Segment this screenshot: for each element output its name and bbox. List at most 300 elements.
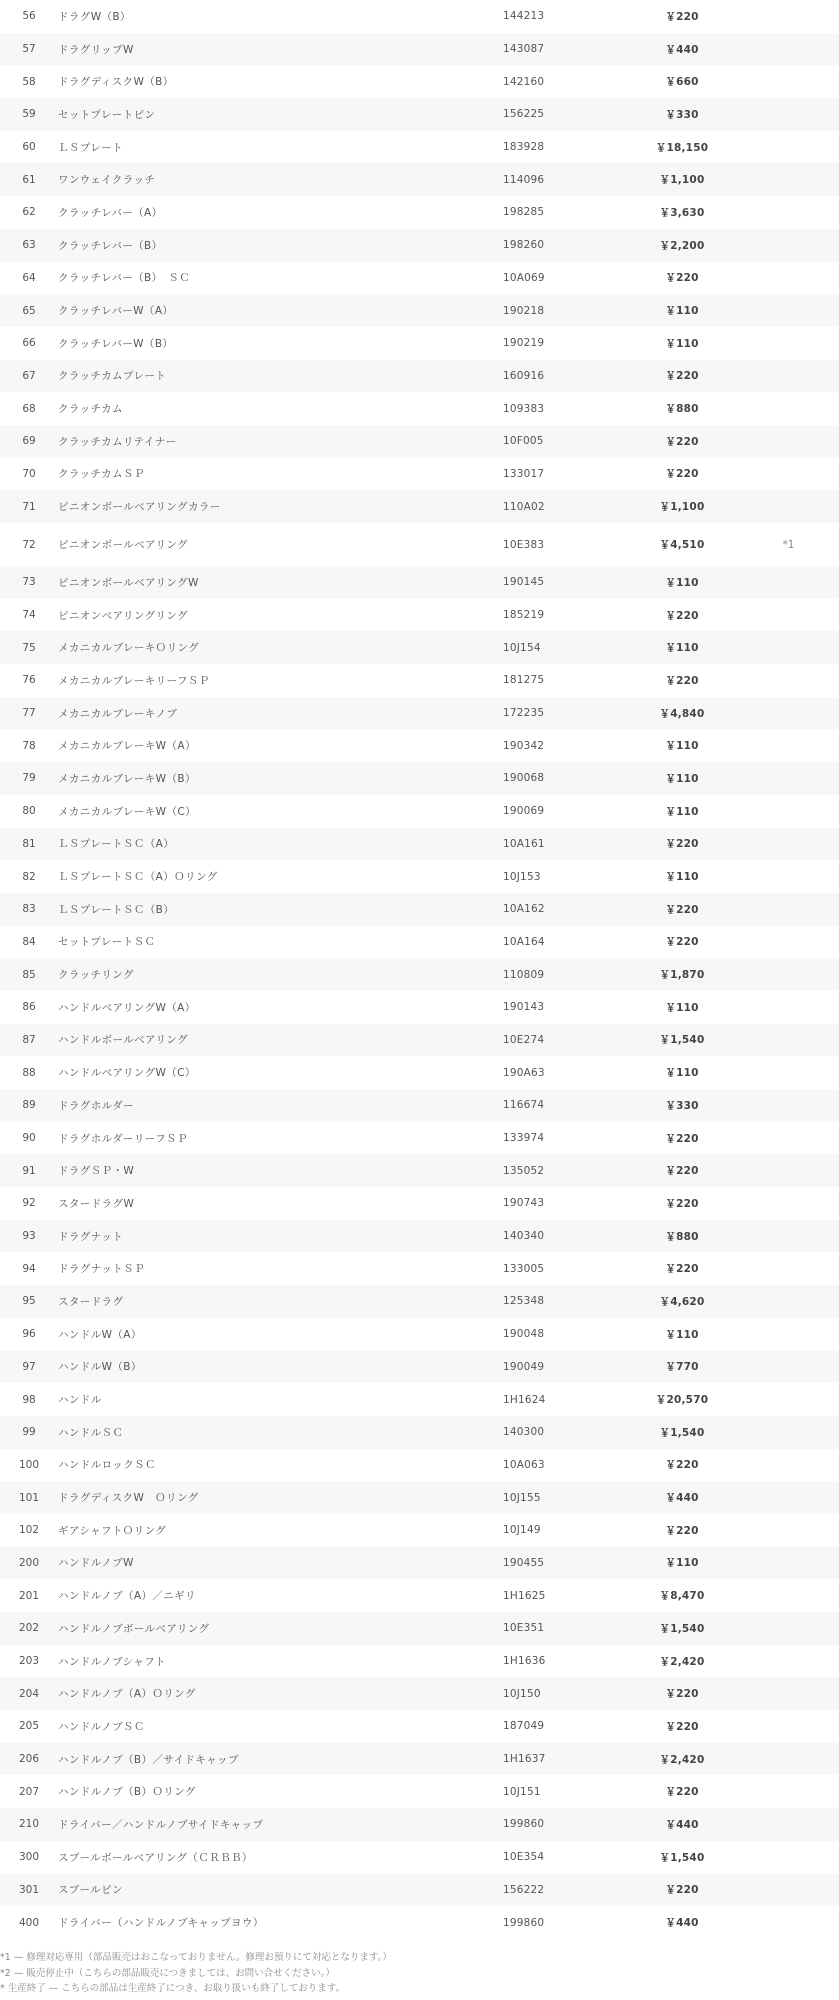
part-price: ￥220: [626, 0, 738, 33]
part-number: 63: [0, 229, 58, 262]
part-number: 83: [0, 893, 58, 926]
part-note: [738, 1351, 839, 1384]
part-price: ￥220: [626, 1449, 738, 1482]
part-code: 140340: [503, 1220, 626, 1253]
part-number: 92: [0, 1187, 58, 1220]
part-note: [738, 360, 839, 393]
part-price: ￥220: [626, 262, 738, 295]
part-note: [738, 795, 839, 828]
part-note: [738, 1089, 839, 1122]
part-number: 66: [0, 327, 58, 360]
table-row: [0, 1645, 839, 1678]
part-number: 300: [0, 1841, 58, 1874]
part-number: 201: [0, 1579, 58, 1612]
part-price: ￥220: [626, 599, 738, 632]
part-name: ドラグディスクW Ｏリング: [58, 1481, 503, 1514]
table-row: [0, 991, 839, 1024]
part-price: ￥18,150: [626, 131, 738, 164]
part-number: 86: [0, 991, 58, 1024]
part-number: 98: [0, 1383, 58, 1416]
part-number: 56: [0, 0, 58, 33]
table-row: [0, 1710, 839, 1743]
table-row: [0, 360, 839, 393]
part-name: ワンウェイクラッチ: [58, 163, 503, 196]
part-price: ￥220: [626, 1710, 738, 1743]
part-name: ハンドルボールベアリング: [58, 1024, 503, 1057]
part-price: ￥220: [626, 664, 738, 697]
part-code: 143087: [503, 33, 626, 66]
part-name: ドラグＳＰ・W: [58, 1154, 503, 1187]
part-note: [738, 762, 839, 795]
part-code: 10F005: [503, 425, 626, 458]
part-name: ドラグリップW: [58, 33, 503, 66]
table-row: [0, 523, 839, 566]
part-name: ピニオンベアリングリング: [58, 599, 503, 632]
table-row: [0, 262, 839, 295]
table-row: [0, 828, 839, 861]
part-code: 140300: [503, 1416, 626, 1449]
table-row: [0, 1187, 839, 1220]
part-code: 199860: [503, 1808, 626, 1841]
part-note: [738, 1318, 839, 1351]
part-code: 135052: [503, 1154, 626, 1187]
part-name: スタードラグW: [58, 1187, 503, 1220]
part-code: 10J150: [503, 1677, 626, 1710]
part-price: ￥440: [626, 33, 738, 66]
part-note: [738, 1710, 839, 1743]
part-name: スプールボールベアリング（ＣＲＢＢ）: [58, 1841, 503, 1874]
part-price: ￥110: [626, 631, 738, 664]
part-code: 1H1636: [503, 1645, 626, 1678]
part-number: 65: [0, 294, 58, 327]
part-note: [738, 1122, 839, 1155]
table-row: [0, 860, 839, 893]
part-code: 1H1624: [503, 1383, 626, 1416]
part-name: ドラグナットＳＰ: [58, 1252, 503, 1285]
table-row: [0, 664, 839, 697]
part-code: 190069: [503, 795, 626, 828]
table-row: [0, 1874, 839, 1907]
part-number: 100: [0, 1449, 58, 1482]
part-note: [738, 1612, 839, 1645]
part-code: 190218: [503, 294, 626, 327]
part-note: [738, 1514, 839, 1547]
table-row: [0, 490, 839, 523]
part-note: [738, 196, 839, 229]
part-price: ￥110: [626, 566, 738, 599]
part-price: ￥220: [626, 1252, 738, 1285]
table-row: [0, 1612, 839, 1645]
part-note: [738, 1056, 839, 1089]
part-number: 70: [0, 458, 58, 491]
part-name: クラッチレバー（A）: [58, 196, 503, 229]
part-price: ￥110: [626, 762, 738, 795]
part-code: 10J154: [503, 631, 626, 664]
part-code: 190143: [503, 991, 626, 1024]
table-row: [0, 0, 839, 33]
part-number: 96: [0, 1318, 58, 1351]
part-note: [738, 294, 839, 327]
part-code: 10E383: [503, 523, 626, 566]
part-note: [738, 1743, 839, 1776]
table-row: [0, 1220, 839, 1253]
part-price: ￥110: [626, 795, 738, 828]
part-number: 89: [0, 1089, 58, 1122]
part-price: ￥110: [626, 1547, 738, 1580]
part-code: 10A063: [503, 1449, 626, 1482]
part-price: ￥1,540: [626, 1416, 738, 1449]
part-name: クラッチカムプレート: [58, 360, 503, 393]
part-price: ￥440: [626, 1808, 738, 1841]
table-row: [0, 1089, 839, 1122]
part-price: ￥2,420: [626, 1743, 738, 1776]
part-number: 210: [0, 1808, 58, 1841]
part-code: 185219: [503, 599, 626, 632]
part-number: 97: [0, 1351, 58, 1384]
part-code: 10J151: [503, 1775, 626, 1808]
part-name: ＬＳプレートＳＣ（A）: [58, 828, 503, 861]
table-row: [0, 1416, 839, 1449]
part-number: 76: [0, 664, 58, 697]
part-number: 207: [0, 1775, 58, 1808]
part-note: [738, 262, 839, 295]
part-note: [738, 1547, 839, 1580]
table-row: [0, 599, 839, 632]
part-code: 133974: [503, 1122, 626, 1155]
part-code: 133005: [503, 1252, 626, 1285]
part-code: 183928: [503, 131, 626, 164]
part-name: ハンドルノブW: [58, 1547, 503, 1580]
part-code: 10E351: [503, 1612, 626, 1645]
part-name: ハンドルノブ（B）／サイドキャップ: [58, 1743, 503, 1776]
part-code: 181275: [503, 664, 626, 697]
part-code: 172235: [503, 697, 626, 730]
table-row: [0, 1285, 839, 1318]
part-price: ￥110: [626, 294, 738, 327]
part-price: ￥1,100: [626, 490, 738, 523]
part-name: クラッチカムリテイナー: [58, 425, 503, 458]
part-name: ハンドルノブシャフト: [58, 1645, 503, 1678]
part-code: 190743: [503, 1187, 626, 1220]
part-note: [738, 1841, 839, 1874]
table-row: [0, 1481, 839, 1514]
part-number: 71: [0, 490, 58, 523]
part-name: クラッチレバーW（A）: [58, 294, 503, 327]
part-name: ドラグホルダーリーフＳＰ: [58, 1122, 503, 1155]
part-price: ￥220: [626, 1775, 738, 1808]
part-name: メカニカルブレーキW（B）: [58, 762, 503, 795]
part-name: ドライバー／ハンドルノブサイドキャップ: [58, 1808, 503, 1841]
part-number: 74: [0, 599, 58, 632]
table-row: [0, 425, 839, 458]
part-price: ￥1,540: [626, 1024, 738, 1057]
part-name: クラッチカム: [58, 392, 503, 425]
table-row: [0, 1154, 839, 1187]
part-code: 190145: [503, 566, 626, 599]
part-code: 156222: [503, 1874, 626, 1907]
part-number: 59: [0, 98, 58, 131]
part-code: 109383: [503, 392, 626, 425]
part-note: [738, 1808, 839, 1841]
part-note: [738, 98, 839, 131]
part-note: [738, 697, 839, 730]
table-row: [0, 1775, 839, 1808]
part-price: ￥110: [626, 991, 738, 1024]
part-code: 116674: [503, 1089, 626, 1122]
part-note: [738, 1775, 839, 1808]
part-code: 114096: [503, 163, 626, 196]
part-code: 10A069: [503, 262, 626, 295]
part-number: 95: [0, 1285, 58, 1318]
part-price: ￥220: [626, 1874, 738, 1907]
part-price: ￥4,620: [626, 1285, 738, 1318]
table-row: [0, 1579, 839, 1612]
part-name: ピニオンボールベアリングW: [58, 566, 503, 599]
part-name: ハンドルW（A）: [58, 1318, 503, 1351]
part-note: [738, 991, 839, 1024]
part-name: メカニカルブレーキリーフＳＰ: [58, 664, 503, 697]
part-note: [738, 0, 839, 33]
table-row: [0, 1056, 839, 1089]
part-price: ￥440: [626, 1906, 738, 1939]
table-row: [0, 1743, 839, 1776]
part-name: ＬＳプレート: [58, 131, 503, 164]
part-name: クラッチリング: [58, 958, 503, 991]
part-note: [738, 327, 839, 360]
part-number: 77: [0, 697, 58, 730]
part-price: ￥110: [626, 327, 738, 360]
part-name: ハンドルロックＳＣ: [58, 1449, 503, 1482]
part-note: [738, 1906, 839, 1939]
part-price: ￥110: [626, 1318, 738, 1351]
part-price: ￥8,470: [626, 1579, 738, 1612]
part-note: [738, 958, 839, 991]
part-name: スタードラグ: [58, 1285, 503, 1318]
part-number: 81: [0, 828, 58, 861]
part-code: 125348: [503, 1285, 626, 1318]
part-code: 190048: [503, 1318, 626, 1351]
table-row: [0, 795, 839, 828]
table-row: [0, 566, 839, 599]
part-name: クラッチレバーW（B）: [58, 327, 503, 360]
part-code: 110A02: [503, 490, 626, 523]
part-name: ハンドル: [58, 1383, 503, 1416]
part-number: 200: [0, 1547, 58, 1580]
part-code: 190049: [503, 1351, 626, 1384]
part-number: 69: [0, 425, 58, 458]
part-name: メカニカルブレーキW（C）: [58, 795, 503, 828]
part-number: 102: [0, 1514, 58, 1547]
part-code: 133017: [503, 458, 626, 491]
part-name: ハンドルノブＳＣ: [58, 1710, 503, 1743]
part-note: [738, 1481, 839, 1514]
part-price: ￥220: [626, 458, 738, 491]
table-row: [0, 958, 839, 991]
part-price: ￥20,570: [626, 1383, 738, 1416]
part-price: ￥110: [626, 1056, 738, 1089]
part-code: 144213: [503, 0, 626, 33]
part-name: ピニオンボールベアリングカラー: [58, 490, 503, 523]
part-note: [738, 1579, 839, 1612]
part-note: [738, 458, 839, 491]
table-row: [0, 196, 839, 229]
part-note: [738, 566, 839, 599]
part-note: [738, 1024, 839, 1057]
table-row: [0, 131, 839, 164]
table-row: [0, 1547, 839, 1580]
part-code: 142160: [503, 65, 626, 98]
part-name: ドラグディスクW（B）: [58, 65, 503, 98]
part-number: 64: [0, 262, 58, 295]
part-number: 82: [0, 860, 58, 893]
part-code: 110809: [503, 958, 626, 991]
part-price: ￥220: [626, 1187, 738, 1220]
part-note: [738, 860, 839, 893]
part-number: 57: [0, 33, 58, 66]
table-row: [0, 163, 839, 196]
part-code: 198260: [503, 229, 626, 262]
part-note: [738, 1645, 839, 1678]
part-name: クラッチレバー（B）: [58, 229, 503, 262]
part-note: [738, 664, 839, 697]
part-name: ドラグW（B）: [58, 0, 503, 33]
part-name: ＬＳプレートＳＣ（B）: [58, 893, 503, 926]
part-number: 99: [0, 1416, 58, 1449]
part-note: [738, 229, 839, 262]
part-note: [738, 1285, 839, 1318]
part-code: 160916: [503, 360, 626, 393]
part-price: ￥330: [626, 98, 738, 131]
part-note: [738, 163, 839, 196]
table-row: [0, 1383, 839, 1416]
part-price: ￥220: [626, 1122, 738, 1155]
part-code: 156225: [503, 98, 626, 131]
part-number: 75: [0, 631, 58, 664]
table-row: [0, 294, 839, 327]
part-number: 88: [0, 1056, 58, 1089]
part-number: 206: [0, 1743, 58, 1776]
table-row: [0, 1906, 839, 1939]
part-note: [738, 1252, 839, 1285]
part-name: ＬＳプレートＳＣ（A）Ｏリング: [58, 860, 503, 893]
table-row: [0, 65, 839, 98]
part-name: クラッチカムＳＰ: [58, 458, 503, 491]
part-name: セットプレートＳＣ: [58, 926, 503, 959]
part-note: [738, 828, 839, 861]
part-name: ドライバー（ハンドルノブキャップヨウ）: [58, 1906, 503, 1939]
part-code: 190455: [503, 1547, 626, 1580]
part-price: ￥110: [626, 729, 738, 762]
part-note: [738, 1187, 839, 1220]
part-code: 10E274: [503, 1024, 626, 1057]
part-number: 400: [0, 1906, 58, 1939]
part-number: 90: [0, 1122, 58, 1155]
table-row: [0, 1808, 839, 1841]
part-note: [738, 1383, 839, 1416]
part-note: [738, 490, 839, 523]
part-name: ドラグホルダー: [58, 1089, 503, 1122]
part-code: 10E354: [503, 1841, 626, 1874]
part-note: [738, 1449, 839, 1482]
part-note: [738, 729, 839, 762]
table-row: [0, 697, 839, 730]
part-price: ￥440: [626, 1481, 738, 1514]
part-price: ￥220: [626, 1677, 738, 1710]
table-row: [0, 1514, 839, 1547]
part-name: スプールピン: [58, 1874, 503, 1907]
part-number: 91: [0, 1154, 58, 1187]
part-price: ￥220: [626, 360, 738, 393]
part-code: 198285: [503, 196, 626, 229]
part-note: [738, 1154, 839, 1187]
part-note: [738, 425, 839, 458]
part-note: *1: [738, 523, 839, 566]
table-row: [0, 1318, 839, 1351]
part-price: ￥2,200: [626, 229, 738, 262]
part-code: 190A63: [503, 1056, 626, 1089]
table-row: [0, 327, 839, 360]
part-price: ￥2,420: [626, 1645, 738, 1678]
part-price: ￥660: [626, 65, 738, 98]
table-row: [0, 729, 839, 762]
part-name: クラッチレバー（B） ＳＣ: [58, 262, 503, 295]
part-number: 87: [0, 1024, 58, 1057]
part-name: ハンドルW（B）: [58, 1351, 503, 1384]
part-price: ￥880: [626, 392, 738, 425]
part-code: 190068: [503, 762, 626, 795]
part-name: ハンドルノブ（A）Ｏリング: [58, 1677, 503, 1710]
part-note: [738, 65, 839, 98]
part-code: 199860: [503, 1906, 626, 1939]
part-name: ハンドルＳＣ: [58, 1416, 503, 1449]
part-note: [738, 392, 839, 425]
part-number: 205: [0, 1710, 58, 1743]
part-price: ￥220: [626, 893, 738, 926]
table-row: [0, 762, 839, 795]
footnotes: [0, 1950, 839, 1997]
table-row: [0, 1252, 839, 1285]
part-name: セットプレートピン: [58, 98, 503, 131]
table-row: [0, 1449, 839, 1482]
part-price: ￥4,840: [626, 697, 738, 730]
table-row: [0, 392, 839, 425]
table-row: [0, 229, 839, 262]
part-price: ￥1,100: [626, 163, 738, 196]
part-code: 10J149: [503, 1514, 626, 1547]
part-name: ハンドルベアリングW（A）: [58, 991, 503, 1024]
part-name: ギアシャフトＯリング: [58, 1514, 503, 1547]
part-price: ￥1,870: [626, 958, 738, 991]
part-note: [738, 1874, 839, 1907]
part-number: 73: [0, 566, 58, 599]
part-number: 67: [0, 360, 58, 393]
part-note: [738, 1416, 839, 1449]
part-code: 187049: [503, 1710, 626, 1743]
part-number: 72: [0, 523, 58, 566]
table-row: [0, 98, 839, 131]
part-code: 10J155: [503, 1481, 626, 1514]
part-name: メカニカルブレーキW（A）: [58, 729, 503, 762]
part-name: ピニオンボールベアリング: [58, 523, 503, 566]
part-number: 202: [0, 1612, 58, 1645]
part-price: ￥220: [626, 926, 738, 959]
table-row: [0, 631, 839, 664]
part-name: ハンドルノブボールベアリング: [58, 1612, 503, 1645]
part-price: ￥220: [626, 1514, 738, 1547]
part-note: [738, 599, 839, 632]
part-number: 85: [0, 958, 58, 991]
part-number: 68: [0, 392, 58, 425]
